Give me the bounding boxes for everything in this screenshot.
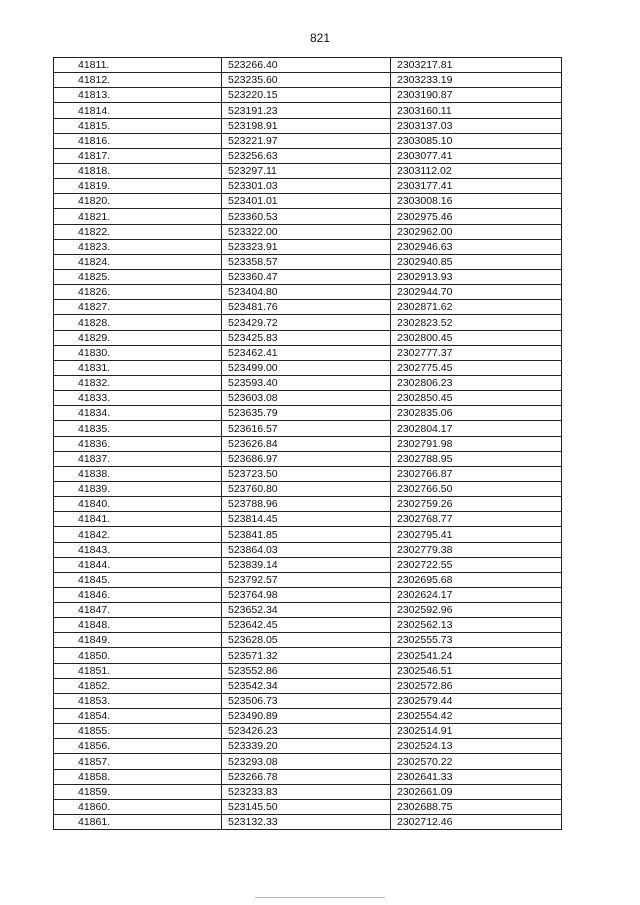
y-coordinate-cell: 2302871.62: [391, 300, 562, 315]
point-id-cell: 41826.: [54, 285, 222, 300]
y-coordinate-cell: 2302779.38: [391, 542, 562, 557]
point-id-cell: 41850.: [54, 648, 222, 663]
table-row: [54, 466, 562, 481]
x-coordinate-cell: 523462.41: [222, 345, 391, 360]
point-id-cell: 41819.: [54, 179, 222, 194]
y-coordinate-cell: 2303008.16: [391, 194, 562, 209]
table-row: [54, 739, 562, 754]
y-coordinate-cell: 2302835.06: [391, 406, 562, 421]
point-id-cell: 41854.: [54, 709, 222, 724]
point-id-cell: 41860.: [54, 799, 222, 814]
point-id-cell: 41833.: [54, 391, 222, 406]
table-row: [54, 345, 562, 360]
point-id-cell: 41848.: [54, 618, 222, 633]
table-row: [54, 633, 562, 648]
table-row: [54, 512, 562, 527]
table-row: [54, 194, 562, 209]
point-id-cell: 41825.: [54, 269, 222, 284]
point-id-cell: 41817.: [54, 148, 222, 163]
table-row: [54, 724, 562, 739]
x-coordinate-cell: 523401.01: [222, 194, 391, 209]
table-row: [54, 163, 562, 178]
x-coordinate-cell: 523360.47: [222, 269, 391, 284]
table-row: [54, 315, 562, 330]
x-coordinate-cell: 523297.11: [222, 163, 391, 178]
table-row: [54, 784, 562, 799]
y-coordinate-cell: 2302562.13: [391, 618, 562, 633]
y-coordinate-cell: 2302555.73: [391, 633, 562, 648]
page-bottom-line: [255, 897, 385, 898]
y-coordinate-cell: 2302579.44: [391, 693, 562, 708]
x-coordinate-cell: 523814.45: [222, 512, 391, 527]
table-row: [54, 300, 562, 315]
y-coordinate-cell: 2302661.09: [391, 784, 562, 799]
x-coordinate-cell: 523686.97: [222, 451, 391, 466]
point-id-cell: 41824.: [54, 254, 222, 269]
table-row: [54, 451, 562, 466]
x-coordinate-cell: 523760.80: [222, 481, 391, 496]
point-id-cell: 41856.: [54, 739, 222, 754]
x-coordinate-cell: 523132.33: [222, 815, 391, 830]
point-id-cell: 41831.: [54, 360, 222, 375]
point-id-cell: 41852.: [54, 678, 222, 693]
point-id-cell: 41846.: [54, 587, 222, 602]
y-coordinate-cell: 2302850.45: [391, 391, 562, 406]
y-coordinate-cell: 2302554.42: [391, 709, 562, 724]
table-row: [54, 663, 562, 678]
y-coordinate-cell: 2302804.17: [391, 421, 562, 436]
x-coordinate-cell: 523358.57: [222, 254, 391, 269]
point-id-cell: 41827.: [54, 300, 222, 315]
x-coordinate-cell: 523499.00: [222, 360, 391, 375]
y-coordinate-cell: 2302712.46: [391, 815, 562, 830]
table-row: [54, 436, 562, 451]
x-coordinate-cell: 523481.76: [222, 300, 391, 315]
x-coordinate-cell: 523191.23: [222, 103, 391, 118]
point-id-cell: 41811.: [54, 58, 222, 73]
table-row: [54, 73, 562, 88]
x-coordinate-cell: 523266.40: [222, 58, 391, 73]
point-id-cell: 41834.: [54, 406, 222, 421]
point-id-cell: 41851.: [54, 663, 222, 678]
x-coordinate-cell: 523552.86: [222, 663, 391, 678]
point-id-cell: 41841.: [54, 512, 222, 527]
y-coordinate-cell: 2303190.87: [391, 88, 562, 103]
x-coordinate-cell: 523490.89: [222, 709, 391, 724]
point-id-cell: 41828.: [54, 315, 222, 330]
point-id-cell: 41859.: [54, 784, 222, 799]
x-coordinate-cell: 523506.73: [222, 693, 391, 708]
point-id-cell: 41822.: [54, 224, 222, 239]
point-id-cell: 41842.: [54, 527, 222, 542]
point-id-cell: 41855.: [54, 724, 222, 739]
point-id-cell: 41812.: [54, 73, 222, 88]
x-coordinate-cell: 523256.63: [222, 148, 391, 163]
y-coordinate-cell: 2302641.33: [391, 769, 562, 784]
y-coordinate-cell: 2303177.41: [391, 179, 562, 194]
y-coordinate-cell: 2302592.96: [391, 603, 562, 618]
table-row: [54, 406, 562, 421]
x-coordinate-cell: 523841.85: [222, 527, 391, 542]
y-coordinate-cell: 2302946.63: [391, 239, 562, 254]
table-row: [54, 769, 562, 784]
table-row: [54, 148, 562, 163]
y-coordinate-cell: 2302768.77: [391, 512, 562, 527]
point-id-cell: 41823.: [54, 239, 222, 254]
table-row: [54, 799, 562, 814]
point-id-cell: 41838.: [54, 466, 222, 481]
point-id-cell: 41836.: [54, 436, 222, 451]
x-coordinate-cell: 523235.60: [222, 73, 391, 88]
point-id-cell: 41840.: [54, 497, 222, 512]
x-coordinate-cell: 523426.23: [222, 724, 391, 739]
table-row: [54, 603, 562, 618]
point-id-cell: 41820.: [54, 194, 222, 209]
point-id-cell: 41816.: [54, 133, 222, 148]
y-coordinate-cell: 2302759.26: [391, 497, 562, 512]
point-id-cell: 41839.: [54, 481, 222, 496]
x-coordinate-cell: 523220.15: [222, 88, 391, 103]
table-row: [54, 709, 562, 724]
point-id-cell: 41830.: [54, 345, 222, 360]
x-coordinate-cell: 523616.57: [222, 421, 391, 436]
table-row: [54, 587, 562, 602]
y-coordinate-cell: 2302823.52: [391, 315, 562, 330]
point-id-cell: 41853.: [54, 693, 222, 708]
table-row: [54, 497, 562, 512]
table-row: [54, 360, 562, 375]
y-coordinate-cell: 2302624.17: [391, 587, 562, 602]
y-coordinate-cell: 2302570.22: [391, 754, 562, 769]
y-coordinate-cell: 2302546.51: [391, 663, 562, 678]
y-coordinate-cell: 2303217.81: [391, 58, 562, 73]
x-coordinate-cell: 523839.14: [222, 557, 391, 572]
y-coordinate-cell: 2302806.23: [391, 375, 562, 390]
y-coordinate-cell: 2302975.46: [391, 209, 562, 224]
x-coordinate-cell: 523293.08: [222, 754, 391, 769]
y-coordinate-cell: 2302572.86: [391, 678, 562, 693]
table-row: [54, 58, 562, 73]
point-id-cell: 41845.: [54, 572, 222, 587]
x-coordinate-cell: 523322.00: [222, 224, 391, 239]
x-coordinate-cell: 523723.50: [222, 466, 391, 481]
y-coordinate-cell: 2303085.10: [391, 133, 562, 148]
table-row: [54, 118, 562, 133]
x-coordinate-cell: 523642.45: [222, 618, 391, 633]
table-row: [54, 254, 562, 269]
point-id-cell: 41861.: [54, 815, 222, 830]
y-coordinate-cell: 2302775.45: [391, 360, 562, 375]
x-coordinate-cell: 523425.83: [222, 330, 391, 345]
table-row: [54, 542, 562, 557]
table-row: [54, 754, 562, 769]
point-id-cell: 41815.: [54, 118, 222, 133]
x-coordinate-cell: 523788.96: [222, 497, 391, 512]
point-id-cell: 41844.: [54, 557, 222, 572]
table-row: [54, 179, 562, 194]
y-coordinate-cell: 2302795.41: [391, 527, 562, 542]
point-id-cell: 41858.: [54, 769, 222, 784]
point-id-cell: 41847.: [54, 603, 222, 618]
point-id-cell: 41829.: [54, 330, 222, 345]
table-row: [54, 557, 562, 572]
x-coordinate-cell: 523360.53: [222, 209, 391, 224]
x-coordinate-cell: 523626.84: [222, 436, 391, 451]
y-coordinate-cell: 2302962.00: [391, 224, 562, 239]
y-coordinate-cell: 2302766.50: [391, 481, 562, 496]
table-row: [54, 133, 562, 148]
y-coordinate-cell: 2302940.85: [391, 254, 562, 269]
x-coordinate-cell: 523764.98: [222, 587, 391, 602]
y-coordinate-cell: 2303112.02: [391, 163, 562, 178]
point-id-cell: 41837.: [54, 451, 222, 466]
table-row: [54, 527, 562, 542]
table-row: [54, 815, 562, 830]
y-coordinate-cell: 2302788.95: [391, 451, 562, 466]
y-coordinate-cell: 2302913.93: [391, 269, 562, 284]
x-coordinate-cell: 523593.40: [222, 375, 391, 390]
table-row: [54, 330, 562, 345]
x-coordinate-cell: 523652.34: [222, 603, 391, 618]
y-coordinate-cell: 2302766.87: [391, 466, 562, 481]
x-coordinate-cell: 523198.91: [222, 118, 391, 133]
x-coordinate-cell: 523233.83: [222, 784, 391, 799]
x-coordinate-cell: 523404.80: [222, 285, 391, 300]
y-coordinate-cell: 2303160.11: [391, 103, 562, 118]
point-id-cell: 41843.: [54, 542, 222, 557]
x-coordinate-cell: 523603.08: [222, 391, 391, 406]
point-id-cell: 41813.: [54, 88, 222, 103]
coordinates-table: [53, 57, 562, 830]
point-id-cell: 41814.: [54, 103, 222, 118]
x-coordinate-cell: 523145.50: [222, 799, 391, 814]
table-row: [54, 285, 562, 300]
y-coordinate-cell: 2302791.98: [391, 436, 562, 451]
x-coordinate-cell: 523635.79: [222, 406, 391, 421]
y-coordinate-cell: 2303077.41: [391, 148, 562, 163]
x-coordinate-cell: 523864.03: [222, 542, 391, 557]
y-coordinate-cell: 2302524.13: [391, 739, 562, 754]
coordinates-table-body: [54, 58, 562, 830]
point-id-cell: 41849.: [54, 633, 222, 648]
x-coordinate-cell: 523542.34: [222, 678, 391, 693]
x-coordinate-cell: 523301.03: [222, 179, 391, 194]
y-coordinate-cell: 2303137.03: [391, 118, 562, 133]
x-coordinate-cell: 523429.72: [222, 315, 391, 330]
table-row: [54, 269, 562, 284]
table-row: [54, 239, 562, 254]
x-coordinate-cell: 523792.57: [222, 572, 391, 587]
y-coordinate-cell: 2302944.70: [391, 285, 562, 300]
x-coordinate-cell: 523266.78: [222, 769, 391, 784]
y-coordinate-cell: 2302541.24: [391, 648, 562, 663]
table-row: [54, 375, 562, 390]
y-coordinate-cell: 2303233.19: [391, 73, 562, 88]
point-id-cell: 41832.: [54, 375, 222, 390]
x-coordinate-cell: 523323.91: [222, 239, 391, 254]
x-coordinate-cell: 523221.97: [222, 133, 391, 148]
table-row: [54, 103, 562, 118]
point-id-cell: 41818.: [54, 163, 222, 178]
table-row: [54, 618, 562, 633]
y-coordinate-cell: 2302800.45: [391, 330, 562, 345]
y-coordinate-cell: 2302722.55: [391, 557, 562, 572]
table-row: [54, 391, 562, 406]
table-row: [54, 693, 562, 708]
page-number: 821: [309, 31, 331, 45]
table-row: [54, 481, 562, 496]
x-coordinate-cell: 523571.32: [222, 648, 391, 663]
y-coordinate-cell: 2302695.68: [391, 572, 562, 587]
table-row: [54, 648, 562, 663]
table-row: [54, 88, 562, 103]
table-row: [54, 572, 562, 587]
x-coordinate-cell: 523628.05: [222, 633, 391, 648]
table-row: [54, 678, 562, 693]
y-coordinate-cell: 2302514.91: [391, 724, 562, 739]
y-coordinate-cell: 2302777.37: [391, 345, 562, 360]
table-row: [54, 421, 562, 436]
point-id-cell: 41821.: [54, 209, 222, 224]
y-coordinate-cell: 2302688.75: [391, 799, 562, 814]
table-row: [54, 209, 562, 224]
point-id-cell: 41857.: [54, 754, 222, 769]
point-id-cell: 41835.: [54, 421, 222, 436]
table-row: [54, 224, 562, 239]
x-coordinate-cell: 523339.20: [222, 739, 391, 754]
